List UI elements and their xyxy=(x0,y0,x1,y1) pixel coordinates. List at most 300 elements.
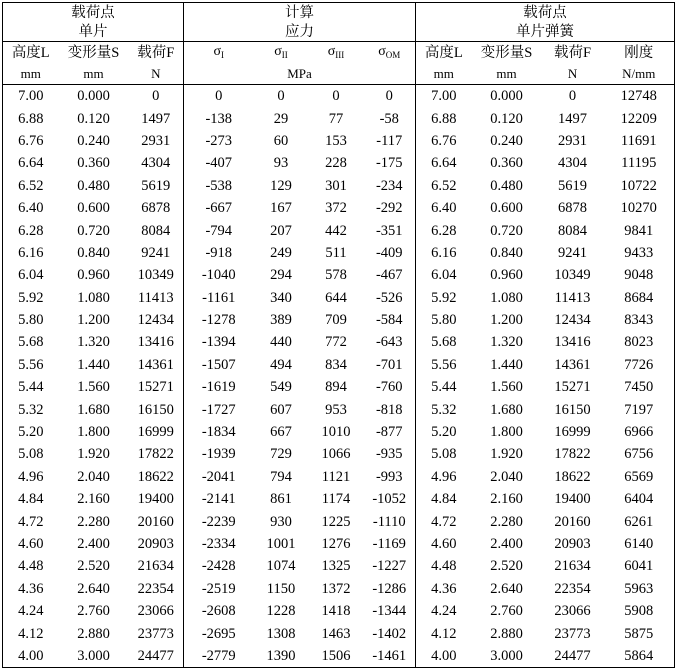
cell-height-right: 6.04 xyxy=(431,267,457,284)
cell-height-right: 6.52 xyxy=(431,177,457,194)
cell-load-left: 4304 xyxy=(129,152,184,174)
cell-sigma-om: -58 xyxy=(364,107,416,129)
sigma-symbol: σ xyxy=(213,44,222,59)
cell-deflection-left: 2.400 xyxy=(77,536,110,552)
cell-sigma-2: 167 xyxy=(270,200,292,217)
cell-load-left: 11413 xyxy=(129,287,184,309)
cell-deflection-right: 2.880 xyxy=(490,625,523,642)
cell-sigma-2: 340 xyxy=(270,289,292,306)
cell-load-right: 12434 xyxy=(554,312,591,329)
cell-height-left: 6.40 xyxy=(18,200,44,217)
cell-stiffness: 6041 xyxy=(624,558,654,575)
cell-load-right: 21634 xyxy=(554,558,591,575)
cell-deflection-left: 1.200 xyxy=(77,312,110,329)
cell-height-left: 6.16 xyxy=(18,244,44,261)
unit-load-left: N xyxy=(129,64,184,85)
cell-load-left: 9241 xyxy=(129,242,184,264)
cell-deflection-left: 1.320 xyxy=(77,334,110,351)
cell-sigma-2: 549 xyxy=(270,379,292,396)
cell-sigma-om: -643 xyxy=(364,331,416,353)
sigma-symbol: σ xyxy=(378,44,386,59)
cell-sigma-1: -1939 xyxy=(201,446,236,463)
cell-load-right: 16150 xyxy=(554,401,591,418)
group-header-middle-line1: 计算 xyxy=(184,3,416,23)
col-header-load-left: 载荷F xyxy=(129,42,184,65)
cell-load-right: 13416 xyxy=(554,334,591,351)
cell-height-right: 5.56 xyxy=(431,356,457,373)
cell-sigma-om: -877 xyxy=(364,421,416,443)
cell-load-left: 24477 xyxy=(129,645,184,668)
cell-load-right: 23773 xyxy=(554,625,591,642)
cell-sigma-om: -1461 xyxy=(364,645,416,668)
cell-sigma-om: -1286 xyxy=(364,578,416,600)
cell-sigma-om: -1402 xyxy=(364,622,416,644)
cell-deflection-right: 1.800 xyxy=(490,424,523,441)
col-header-stiffness: 刚度 xyxy=(624,45,654,61)
cell-sigma-3: 1463 xyxy=(321,625,351,642)
cell-sigma-2: 249 xyxy=(270,244,292,261)
cell-sigma-2: 93 xyxy=(273,155,289,172)
cell-sigma-2: 29 xyxy=(273,110,289,127)
cell-deflection-right: 0.720 xyxy=(490,222,523,239)
unit-deflection-right: mm xyxy=(472,64,542,85)
cell-load-left: 14361 xyxy=(129,354,184,376)
cell-deflection-left: 0.720 xyxy=(77,222,110,239)
cell-sigma-2: 1390 xyxy=(266,647,296,664)
cell-stiffness: 8023 xyxy=(624,334,654,351)
cell-deflection-left: 0.840 xyxy=(77,244,110,261)
cell-sigma-1: -538 xyxy=(205,177,233,194)
cell-deflection-left: 0.480 xyxy=(77,177,110,194)
table-row xyxy=(3,175,675,197)
cell-stiffness: 10270 xyxy=(620,200,657,217)
cell-height-right: 6.40 xyxy=(431,200,457,217)
cell-height-left: 4.36 xyxy=(18,580,44,597)
cell-sigma-1: -2695 xyxy=(201,625,236,642)
cell-sigma-om: -701 xyxy=(364,354,416,376)
unit-deflection-left: mm xyxy=(59,64,129,85)
unit-height-right: mm xyxy=(416,64,472,85)
table-row xyxy=(3,600,675,622)
cell-sigma-om: -292 xyxy=(364,197,416,219)
cell-sigma-2: 607 xyxy=(270,401,292,418)
cell-load-right: 19400 xyxy=(554,491,591,508)
cell-sigma-1: -1161 xyxy=(202,289,236,306)
cell-sigma-3: 511 xyxy=(325,244,347,261)
cell-sigma-2: 861 xyxy=(270,491,292,508)
cell-load-left: 20160 xyxy=(129,510,184,532)
cell-sigma-2: 494 xyxy=(270,356,292,373)
cell-sigma-2: 1001 xyxy=(266,536,296,552)
cell-height-left: 4.84 xyxy=(18,491,44,508)
cell-height-left: 6.76 xyxy=(18,132,44,149)
cell-stiffness: 5908 xyxy=(624,603,654,620)
table-row xyxy=(3,287,675,309)
cell-sigma-om: -1110 xyxy=(364,510,416,532)
cell-height-left: 6.04 xyxy=(18,267,44,284)
cell-load-right: 0 xyxy=(568,88,577,105)
cell-sigma-1: -1278 xyxy=(201,312,236,329)
table-row xyxy=(3,107,675,129)
cell-stiffness: 6140 xyxy=(624,536,654,552)
cell-sigma-1: -794 xyxy=(205,222,233,239)
cell-height-left: 6.28 xyxy=(18,222,44,239)
cell-load-right: 1497 xyxy=(558,110,588,127)
cell-deflection-right: 1.560 xyxy=(490,379,523,396)
unit-stiffness: N/mm xyxy=(604,64,675,85)
cell-load-right: 18622 xyxy=(554,468,591,485)
cell-deflection-right: 0.120 xyxy=(490,110,523,127)
table-row xyxy=(3,533,675,555)
cell-sigma-om: -935 xyxy=(364,443,416,465)
cell-sigma-om: -175 xyxy=(364,152,416,174)
cell-height-right: 4.72 xyxy=(431,513,457,530)
cell-stiffness: 5875 xyxy=(624,625,654,642)
table-row xyxy=(3,354,675,376)
cell-load-left: 22354 xyxy=(129,578,184,600)
group-header-middle-line2: 应力 xyxy=(184,22,416,42)
cell-deflection-left: 0.360 xyxy=(77,155,110,172)
cell-sigma-om: -1169 xyxy=(364,533,416,555)
cell-sigma-om: -818 xyxy=(364,398,416,420)
cell-deflection-left: 2.040 xyxy=(77,468,110,485)
cell-deflection-right: 1.680 xyxy=(490,401,523,418)
cell-load-right: 16999 xyxy=(554,424,591,441)
cell-deflection-right: 2.520 xyxy=(490,558,523,575)
cell-sigma-1: -1727 xyxy=(201,401,236,418)
cell-height-left: 7.00 xyxy=(18,88,44,105)
cell-deflection-left: 3.000 xyxy=(77,647,110,664)
cell-height-right: 7.00 xyxy=(431,88,457,105)
col-header-height-left: 高度L xyxy=(11,45,50,61)
cell-sigma-3: 1121 xyxy=(321,468,351,485)
cell-deflection-right: 1.080 xyxy=(490,289,523,306)
group-header-right-line1: 载荷点 xyxy=(523,4,567,21)
table-row xyxy=(3,152,675,174)
cell-deflection-right: 2.280 xyxy=(490,513,523,530)
cell-sigma-om: -1227 xyxy=(364,555,416,577)
cell-sigma-om: -351 xyxy=(364,219,416,241)
cell-stiffness: 6261 xyxy=(624,513,654,530)
cell-height-right: 5.92 xyxy=(431,289,457,306)
group-header-right-line2: 单片弹簧 xyxy=(416,22,675,42)
table-row xyxy=(3,376,675,398)
cell-height-left: 5.32 xyxy=(18,401,44,418)
cell-stiffness: 6756 xyxy=(624,446,654,463)
cell-sigma-3: 834 xyxy=(325,356,347,373)
cell-sigma-3: 301 xyxy=(325,177,347,194)
cell-sigma-3: 153 xyxy=(325,132,347,149)
cell-deflection-right: 2.760 xyxy=(490,603,523,620)
cell-deflection-right: 1.200 xyxy=(490,312,523,329)
table-row xyxy=(3,242,675,264)
table-row xyxy=(3,421,675,443)
cell-sigma-1: 0 xyxy=(215,88,223,105)
cell-sigma-1: -407 xyxy=(205,155,233,172)
cell-sigma-1: -138 xyxy=(205,110,233,127)
cell-sigma-3: 894 xyxy=(325,379,347,396)
cell-load-left: 1497 xyxy=(129,107,184,129)
cell-height-right: 4.60 xyxy=(431,536,457,552)
cell-deflection-left: 2.760 xyxy=(77,603,110,620)
cell-height-right: 6.64 xyxy=(431,155,457,172)
cell-load-right: 23066 xyxy=(554,603,591,620)
cell-sigma-3: 1506 xyxy=(321,647,351,664)
cell-load-left: 23066 xyxy=(129,600,184,622)
cell-height-left: 6.52 xyxy=(18,177,44,194)
cell-load-left: 18622 xyxy=(129,466,184,488)
cell-deflection-right: 0.960 xyxy=(490,267,523,284)
cell-height-left: 5.20 xyxy=(18,424,44,441)
cell-sigma-om: -760 xyxy=(364,376,416,398)
unit-load-right: N xyxy=(542,64,604,85)
table-row xyxy=(3,264,675,286)
cell-sigma-om: -117 xyxy=(364,130,416,152)
cell-height-left: 5.08 xyxy=(18,446,44,463)
cell-height-right: 4.84 xyxy=(431,491,457,508)
cell-sigma-3: 1418 xyxy=(321,603,351,620)
cell-load-left: 12434 xyxy=(129,309,184,331)
cell-sigma-3: 1372 xyxy=(321,580,351,597)
cell-deflection-left: 2.520 xyxy=(77,558,110,575)
table-row xyxy=(3,555,675,577)
table-row xyxy=(3,466,675,488)
cell-stiffness: 7197 xyxy=(624,401,654,418)
cell-deflection-left: 0.600 xyxy=(77,200,110,217)
cell-sigma-3: 228 xyxy=(325,155,347,172)
cell-height-left: 4.24 xyxy=(18,603,44,620)
sigma-symbol: σ xyxy=(274,44,282,59)
cell-deflection-left: 1.680 xyxy=(77,401,110,418)
cell-deflection-left: 2.880 xyxy=(77,625,110,642)
sigma-subscript: OM xyxy=(385,50,401,60)
cell-load-right: 22354 xyxy=(554,580,591,597)
cell-height-right: 5.80 xyxy=(431,312,457,329)
cell-deflection-right: 0.240 xyxy=(490,132,523,149)
cell-sigma-2: 0 xyxy=(277,88,285,105)
cell-load-right: 5619 xyxy=(558,177,588,194)
table-row xyxy=(3,443,675,465)
cell-load-right: 8084 xyxy=(558,222,588,239)
group-header-left-line1: 载荷点 xyxy=(3,3,184,23)
cell-sigma-1: -918 xyxy=(205,244,233,261)
cell-load-left: 13416 xyxy=(129,331,184,353)
cell-height-right: 6.16 xyxy=(431,244,457,261)
cell-height-right: 4.96 xyxy=(431,468,457,485)
cell-sigma-3: 1325 xyxy=(321,558,351,575)
cell-deflection-left: 1.440 xyxy=(77,356,110,373)
col-header-height-right: 高度L xyxy=(424,45,463,61)
cell-sigma-1: -1394 xyxy=(201,334,236,351)
cell-stiffness: 6404 xyxy=(624,491,654,508)
cell-height-left: 4.48 xyxy=(18,558,44,575)
cell-deflection-left: 2.280 xyxy=(77,513,110,530)
cell-deflection-right: 2.040 xyxy=(490,468,523,485)
cell-sigma-3: 1066 xyxy=(321,446,351,463)
cell-deflection-right: 1.440 xyxy=(490,356,523,373)
cell-height-left: 4.00 xyxy=(18,647,44,664)
cell-sigma-2: 1074 xyxy=(266,558,296,575)
cell-height-right: 5.08 xyxy=(431,446,457,463)
cell-sigma-2: 1308 xyxy=(266,625,296,642)
cell-sigma-3: 77 xyxy=(328,110,344,127)
cell-sigma-3: 1225 xyxy=(321,513,351,530)
cell-deflection-left: 0.960 xyxy=(77,267,110,284)
sigma-subscript: II xyxy=(281,50,288,60)
cell-height-right: 5.68 xyxy=(431,334,457,351)
cell-load-left: 23773 xyxy=(129,622,184,644)
cell-sigma-2: 129 xyxy=(270,177,292,194)
col-header-load-right: 载荷F xyxy=(553,45,592,61)
table-row xyxy=(3,219,675,241)
cell-height-right: 5.20 xyxy=(431,424,457,441)
cell-sigma-1: -273 xyxy=(205,132,233,149)
cell-sigma-2: 667 xyxy=(270,424,292,441)
cell-deflection-left: 2.640 xyxy=(77,580,110,597)
spring-load-table xyxy=(2,2,675,668)
table-row xyxy=(3,645,675,668)
cell-height-right: 4.24 xyxy=(431,603,457,620)
cell-sigma-2: 1150 xyxy=(266,580,296,597)
cell-load-left: 0 xyxy=(129,85,184,108)
cell-sigma-1: -2519 xyxy=(201,580,236,597)
sigma-symbol: σ xyxy=(327,44,336,59)
cell-height-left: 6.88 xyxy=(18,110,44,127)
cell-stiffness: 9433 xyxy=(624,244,654,261)
cell-load-left: 16150 xyxy=(129,398,184,420)
cell-stiffness: 9048 xyxy=(624,267,654,284)
unit-stress: MPa xyxy=(184,64,416,85)
cell-sigma-2: 794 xyxy=(270,468,292,485)
cell-height-left: 4.12 xyxy=(18,625,44,642)
col-header-sigma-om xyxy=(364,42,416,65)
cell-sigma-1: -2239 xyxy=(201,513,236,530)
cell-load-left: 21634 xyxy=(129,555,184,577)
cell-sigma-om: -584 xyxy=(364,309,416,331)
cell-sigma-3: 772 xyxy=(325,334,347,351)
cell-height-right: 4.36 xyxy=(431,580,457,597)
cell-load-right: 20903 xyxy=(554,536,591,552)
cell-height-left: 5.80 xyxy=(18,312,44,329)
cell-sigma-om: 0 xyxy=(364,85,416,108)
cell-sigma-om: -409 xyxy=(364,242,416,264)
cell-sigma-2: 440 xyxy=(270,334,292,351)
cell-sigma-2: 294 xyxy=(270,267,292,284)
cell-stiffness: 10722 xyxy=(620,177,657,194)
cell-deflection-right: 0.360 xyxy=(490,155,523,172)
cell-load-left: 5619 xyxy=(129,175,184,197)
cell-stiffness: 7450 xyxy=(624,379,654,396)
table-row xyxy=(3,85,675,108)
cell-sigma-3: 578 xyxy=(325,267,347,284)
cell-deflection-right: 0.840 xyxy=(490,244,523,261)
sigma-subscript: I xyxy=(221,50,225,60)
cell-stiffness: 9841 xyxy=(624,222,654,239)
cell-sigma-1: -1507 xyxy=(201,356,236,373)
cell-deflection-right: 1.920 xyxy=(490,446,523,463)
table-row xyxy=(3,398,675,420)
cell-deflection-left: 2.160 xyxy=(77,491,110,508)
cell-sigma-1: -2334 xyxy=(201,536,236,552)
cell-load-right: 11413 xyxy=(554,289,591,306)
cell-load-right: 15271 xyxy=(554,379,591,396)
table-row xyxy=(3,331,675,353)
cell-sigma-om: -1344 xyxy=(364,600,416,622)
cell-sigma-2: 1228 xyxy=(266,603,296,620)
cell-sigma-1: -2141 xyxy=(201,491,236,508)
cell-height-right: 5.44 xyxy=(431,379,457,396)
cell-height-right: 4.48 xyxy=(431,558,457,575)
cell-load-right: 9241 xyxy=(558,244,588,261)
cell-stiffness: 8684 xyxy=(624,289,654,306)
cell-sigma-2: 389 xyxy=(270,312,292,329)
cell-stiffness: 6569 xyxy=(624,468,654,485)
cell-sigma-3: 709 xyxy=(325,312,347,329)
cell-load-left: 8084 xyxy=(129,219,184,241)
cell-sigma-3: 372 xyxy=(325,200,347,217)
table-row xyxy=(3,309,675,331)
cell-sigma-1: -1040 xyxy=(201,267,236,284)
cell-height-right: 5.32 xyxy=(431,401,457,418)
cell-deflection-right: 2.640 xyxy=(490,580,523,597)
cell-load-left: 20903 xyxy=(129,533,184,555)
cell-deflection-left: 1.800 xyxy=(77,424,110,441)
col-header-sigma-1 xyxy=(184,42,254,65)
cell-sigma-om: -234 xyxy=(364,175,416,197)
cell-stiffness: 5864 xyxy=(624,647,654,664)
cell-load-right: 14361 xyxy=(554,356,591,373)
cell-stiffness: 8343 xyxy=(624,312,654,329)
cell-height-right: 6.88 xyxy=(431,110,457,127)
cell-sigma-1: -1619 xyxy=(201,379,236,396)
cell-sigma-2: 930 xyxy=(270,513,292,530)
cell-load-left: 2931 xyxy=(129,130,184,152)
cell-sigma-3: 1010 xyxy=(321,424,351,441)
cell-load-right: 10349 xyxy=(554,267,591,284)
cell-deflection-right: 1.320 xyxy=(490,334,523,351)
cell-load-left: 19400 xyxy=(129,488,184,510)
table-row xyxy=(3,578,675,600)
unit-height-left: mm xyxy=(3,64,59,85)
cell-load-right: 6878 xyxy=(558,200,588,217)
cell-height-left: 4.72 xyxy=(18,513,44,530)
cell-load-right: 20160 xyxy=(554,513,591,530)
cell-deflection-right: 0.000 xyxy=(490,88,523,105)
cell-sigma-3: 442 xyxy=(325,222,347,239)
col-header-deflection-right: 变形量S xyxy=(480,45,533,61)
cell-sigma-1: -667 xyxy=(205,200,233,217)
cell-deflection-right: 3.000 xyxy=(490,647,523,664)
cell-sigma-1: -2608 xyxy=(201,603,236,620)
cell-deflection-left: 1.920 xyxy=(77,446,110,463)
cell-sigma-2: 60 xyxy=(273,132,289,149)
cell-sigma-om: -993 xyxy=(364,466,416,488)
table-row xyxy=(3,130,675,152)
cell-deflection-right: 0.480 xyxy=(490,177,523,194)
cell-deflection-right: 0.600 xyxy=(490,200,523,217)
cell-sigma-1: -2779 xyxy=(201,647,236,664)
cell-load-left: 10349 xyxy=(129,264,184,286)
cell-sigma-om: -526 xyxy=(364,287,416,309)
cell-height-right: 4.00 xyxy=(431,647,457,664)
cell-load-left: 17822 xyxy=(129,443,184,465)
spring-table-container xyxy=(2,2,675,668)
col-header-sigma-2 xyxy=(254,42,309,65)
cell-sigma-2: 729 xyxy=(270,446,292,463)
cell-sigma-2: 207 xyxy=(270,222,292,239)
cell-deflection-left: 0.240 xyxy=(77,132,110,149)
cell-height-left: 5.44 xyxy=(18,379,44,396)
